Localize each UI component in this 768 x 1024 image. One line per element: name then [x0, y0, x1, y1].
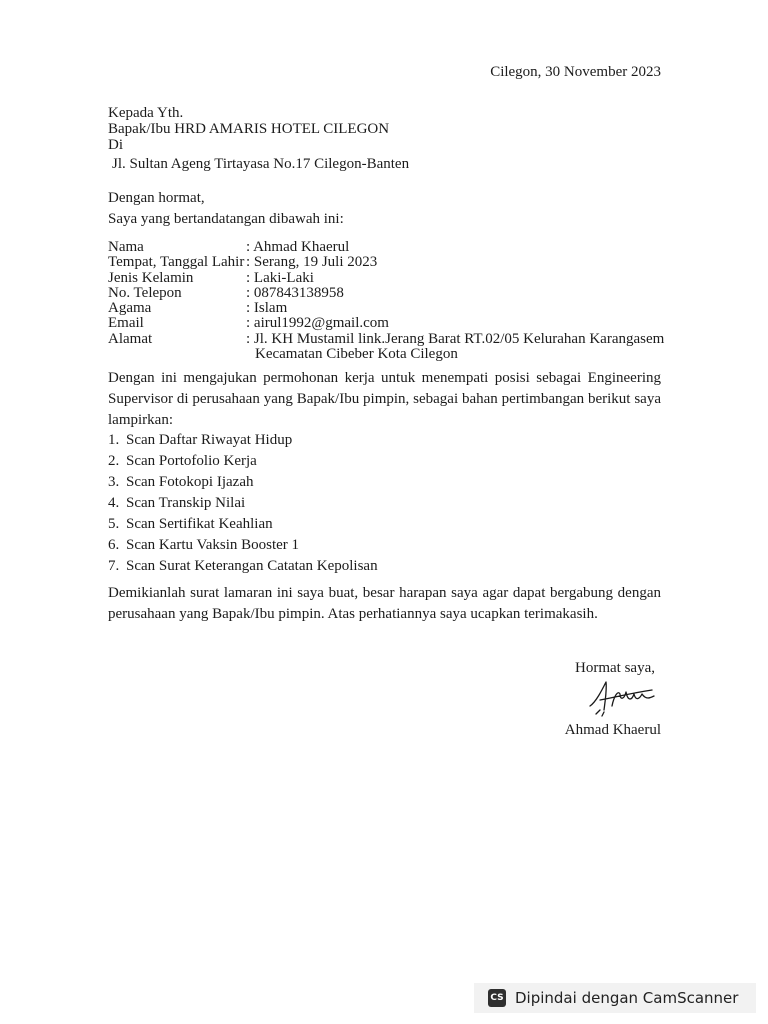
identity-label: Nama	[108, 239, 144, 255]
list-number: 3.	[108, 474, 120, 490]
list-item	[108, 514, 378, 535]
recipient-name: Bapak/Ibu HRD AMARIS HOTEL CILEGON	[108, 121, 390, 137]
recipient-address: Jl. Sultan Ageng Tirtayasa No.17 Cilegon-Banten	[112, 156, 410, 172]
identity-value: : Serang, 19 Juli 2023	[246, 254, 378, 271]
list-text: Scan Transkip Nilai	[126, 495, 246, 511]
identity-row-phone	[108, 286, 666, 301]
identity-table	[108, 240, 666, 362]
identity-value	[246, 332, 666, 362]
list-number: 6.	[108, 537, 120, 553]
identity-row-birth	[108, 255, 666, 270]
list-item	[108, 430, 378, 451]
identity-row-religion	[108, 301, 666, 316]
greeting-block	[108, 188, 344, 230]
list-text: Scan Daftar Riwayat Hidup	[126, 432, 293, 448]
application-paragraph: Dengan ini mengajukan permohonan kerja untuk menempati posisi sebagai Engineering Supervisor di perusahaan yang Bapak/Ibu pimpin, sebagai bahan pertimbangan berikut saya lampirkan:	[108, 370, 661, 428]
closing-salutation: Hormat saya,	[575, 660, 655, 676]
intro-text: Saya yang bertandatangan dibawah ini:	[108, 211, 344, 227]
identity-label: Agama	[108, 300, 152, 317]
list-number: 2.	[108, 453, 120, 469]
list-text: Scan Fotokopi Ijazah	[126, 474, 254, 490]
list-item	[108, 472, 378, 493]
greeting: Dengan hormat,	[108, 190, 205, 206]
identity-label: Tempat, Tanggal Lahir	[108, 254, 245, 271]
identity-value: : 087843138958	[246, 284, 344, 301]
address-line-2: Kecamatan Cibeber Kota Cilegon	[255, 345, 458, 362]
handwritten-signature	[586, 676, 658, 720]
letter-date: Cilegon, 30 November 2023	[490, 64, 661, 80]
list-number: 5.	[108, 516, 120, 532]
identity-label: Alamat	[108, 330, 153, 347]
identity-value: : Laki-Laki	[246, 269, 314, 286]
identity-value: : Islam	[246, 300, 288, 317]
list-number: 7.	[108, 558, 120, 574]
address-line-1: : Jl. KH Mustamil link.Jerang Barat RT.02/05 Kelurahan Karangasem	[246, 330, 665, 347]
recipient-di: Di	[108, 137, 123, 153]
identity-row-email	[108, 316, 666, 331]
camscanner-logo-icon: CS	[488, 989, 506, 1007]
recipient-block	[108, 105, 409, 172]
identity-label: Jenis Kelamin	[108, 269, 194, 286]
list-item	[108, 556, 378, 577]
list-item	[108, 535, 378, 556]
identity-label: Email	[108, 315, 144, 332]
camscanner-watermark	[474, 983, 756, 1013]
list-item	[108, 451, 378, 472]
attachment-list	[108, 430, 378, 577]
list-text: Scan Surat Keterangan Catatan Kepolisan	[126, 558, 378, 574]
list-number: 4.	[108, 495, 120, 511]
identity-label: No. Telepon	[108, 284, 182, 301]
identity-row-address	[108, 332, 666, 362]
identity-value: : airul1992@gmail.com	[246, 315, 389, 332]
identity-row-gender	[108, 271, 666, 286]
list-text: Scan Portofolio Kerja	[126, 453, 257, 469]
camscanner-label: Dipindai dengan CamScanner	[515, 989, 739, 1007]
list-item	[108, 493, 378, 514]
signer-name: Ahmad Khaerul	[564, 722, 661, 738]
list-number: 1.	[108, 432, 120, 448]
identity-row-name	[108, 240, 666, 255]
identity-value: : Ahmad Khaerul	[246, 239, 350, 255]
list-text: Scan Kartu Vaksin Booster 1	[126, 537, 300, 553]
list-text: Scan Sertifikat Keahlian	[126, 516, 273, 532]
closing-paragraph: Demikianlah surat lamaran ini saya buat, besar harapan saya agar dapat bergabung dengan perusahaan yang Bapak/Ibu pimpin. Atas perhatiannya saya ucapkan terimakasih.	[108, 585, 661, 622]
recipient-salutation: Kepada Yth.	[108, 105, 184, 121]
